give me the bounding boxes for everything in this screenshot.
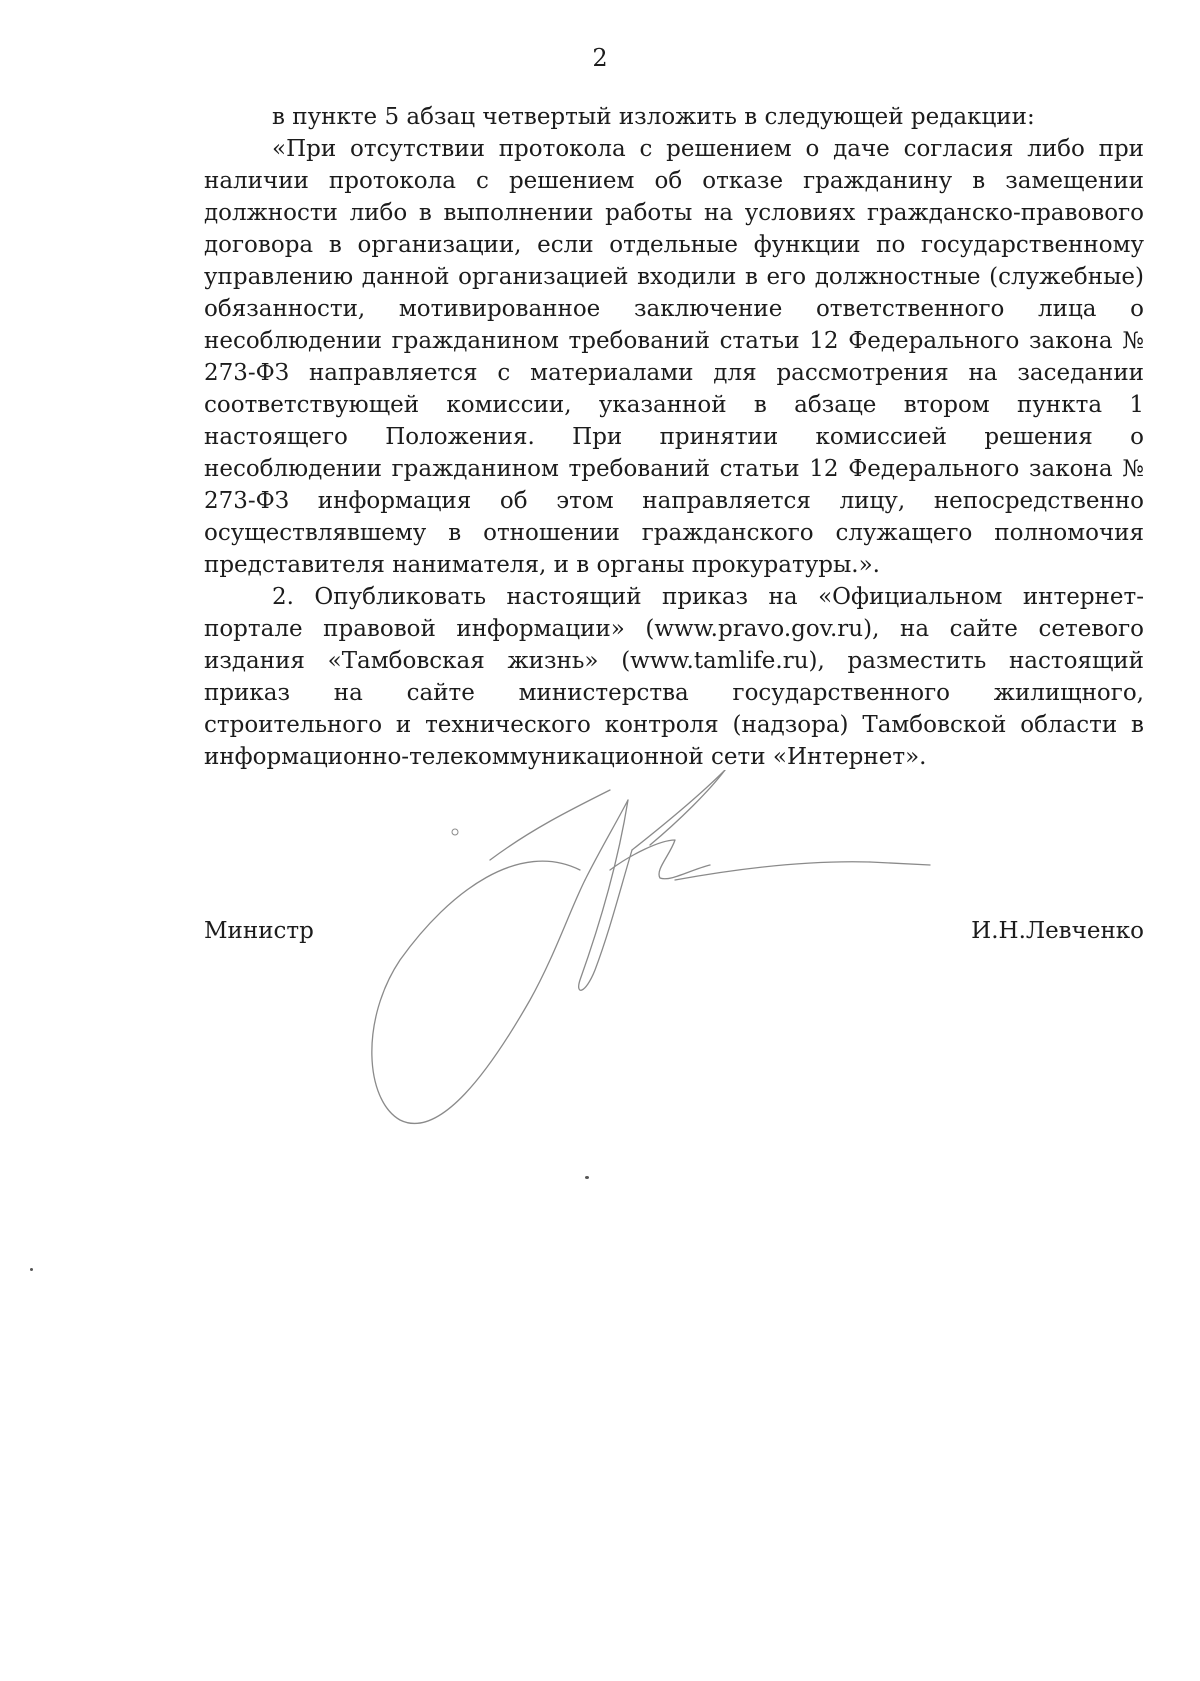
document-body (204, 101, 1144, 773)
page-number: 2 (592, 44, 608, 72)
ink-speck (30, 1268, 33, 1271)
signatory-position: Министр (204, 918, 314, 944)
signatory-name: И.Н.Левченко (971, 918, 1144, 944)
handwritten-signature (370, 770, 970, 1150)
ink-speck (585, 1176, 589, 1179)
publication-clause-paragraph: 2. Опубликовать настоящий приказ на «Официальном интернет-портале правовой информации» (www.pravo.gov.ru), на сайте сетевого издания «Тамбовская жизнь» (www.tamlife.ru), разместить настоящий приказ на сайте министерства государственного жилищного, строительного и технического контроля (надзора) Тамбовской области в информационно-телекоммуникационной сети «Интернет». (204, 584, 1144, 770)
amendment-intro-paragraph: в пункте 5 абзац четвертый изложить в следующей редакции: (272, 104, 1035, 130)
amendment-text-paragraph: «При отсутствии протокола с решением о даче согласия либо при наличии протокола с решением об отказе гражданину в замещении должности либо в выполнении работы на условиях гражданско-правового договора в организации, если отдельные функции по государственному управлению данной организацией входили в его должностные (служебные) обязанности, мотивированное заключение ответственного лица о несоблюдении гражданином требований статьи 12 Федерального закона № 273-ФЗ направляется с материалами для рассмотрения на заседании соответствующей комиссии, указанной в абзаце втором пункта 1 настоящего Положения. При принятии комиссией решения о несоблюдении гражданином требований статьи 12 Федерального закона № 273-ФЗ информация об этом направляется лицу, непосредственно осуществлявшему в отношении гражданского служащего полномочия представителя нанимателя, и в органы прокуратуры.». (204, 136, 1144, 578)
